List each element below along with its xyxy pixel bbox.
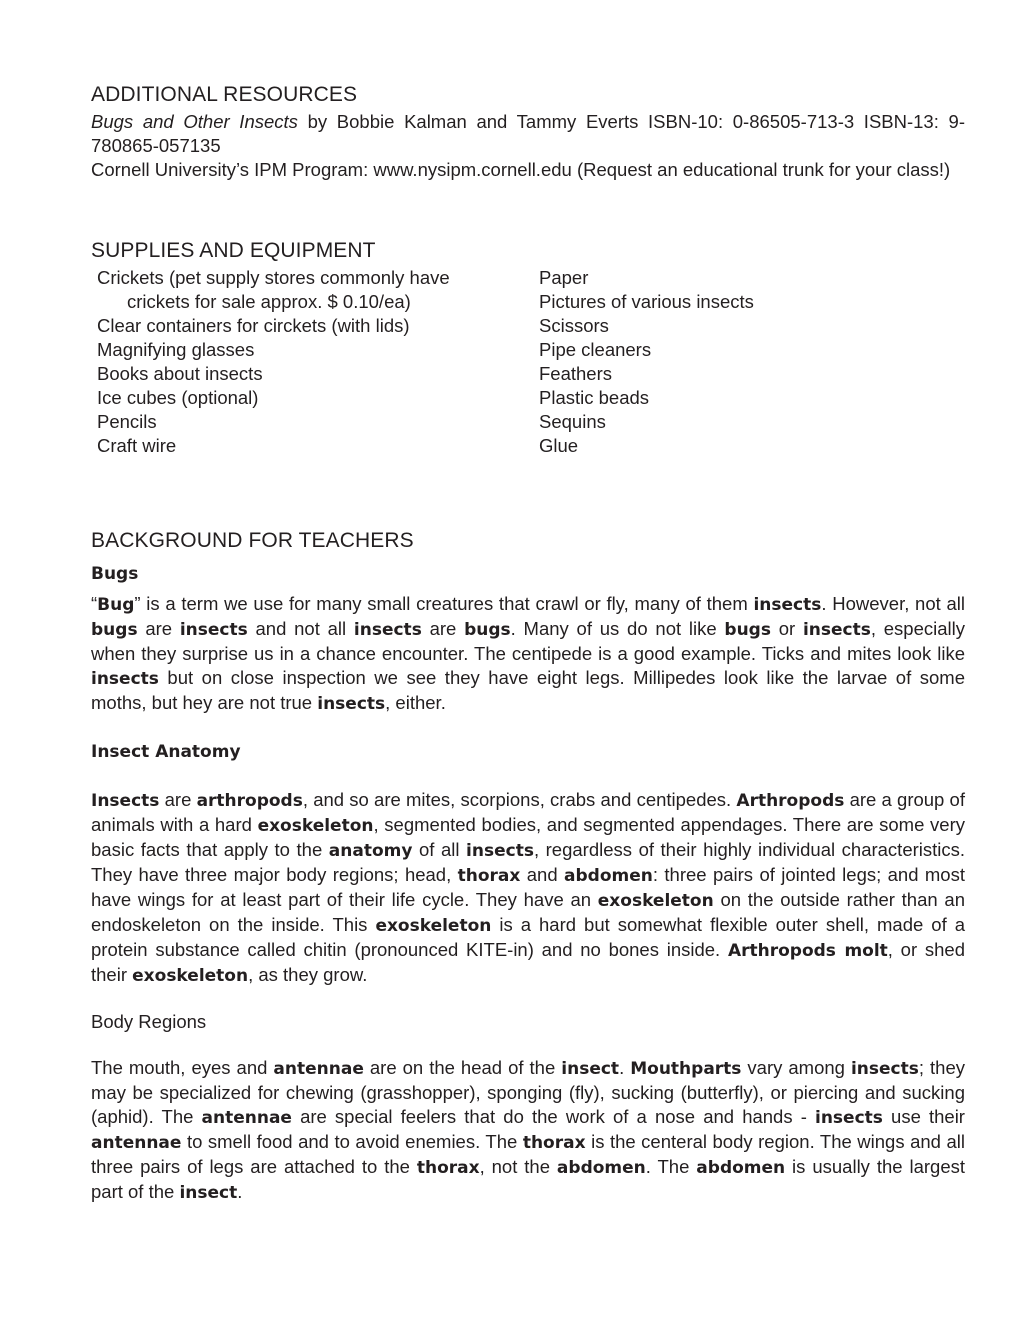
supplies-left-column <box>91 266 539 458</box>
bold-term: insect <box>561 1059 620 1079</box>
background-heading: BACKGROUND FOR TEACHERS <box>91 529 414 552</box>
text-run: and <box>520 864 565 885</box>
supply-item: Pencils <box>97 411 157 432</box>
text-run: , or shed their <box>91 939 965 985</box>
text-run: “ <box>91 593 98 614</box>
bold-term: exoskeleton <box>597 891 714 911</box>
supply-item: Sequins <box>539 411 606 432</box>
text-run: of all <box>412 839 467 860</box>
bold-term: Insects <box>91 791 160 811</box>
supply-item: Crickets (pet supply stores commonly have <box>97 267 450 288</box>
text-run: ; they may be specialized for chewing (grasshopper), sponging (fly), sucking (butterfly), or piercing and sucking (aphid). The <box>91 1057 965 1127</box>
text-run: is the centeral body region. The wings and all three pairs of legs are attached to the <box>91 1131 965 1177</box>
bold-term: thorax <box>457 866 521 886</box>
text-run: , regardless of their highly individual characteristics. They have three major body regions; head, <box>91 839 966 885</box>
bold-term: bugs <box>464 620 511 640</box>
supply-item: crickets for sale approx. $ 0.10/ea) <box>127 291 411 312</box>
text-run: , either. <box>385 692 446 713</box>
text-run: , especially when they surprise us in a chance encounter. The centipede is a good example. Ticks and mites look like <box>91 618 965 664</box>
bold-term: abdomen <box>564 866 653 886</box>
text-run: are <box>137 618 180 639</box>
bold-term: insects <box>815 1108 883 1128</box>
body-regions-paragraph <box>91 1056 965 1205</box>
bold-term: insects <box>179 620 248 640</box>
text-run: are on the head of the <box>363 1057 562 1078</box>
supply-item: Feathers <box>539 363 613 384</box>
text-run: . The <box>645 1156 697 1177</box>
bold-term: thorax <box>416 1158 480 1178</box>
text-run: . <box>619 1057 631 1078</box>
text-run: or <box>770 618 803 639</box>
bold-term: insects <box>317 694 386 714</box>
supplies-list <box>91 266 965 458</box>
bold-term: exoskeleton <box>375 916 492 936</box>
bold-term: abdomen <box>696 1158 786 1178</box>
bold-term: anatomy <box>328 841 413 861</box>
text-run: to smell food and to avoid enemies. The <box>181 1131 523 1152</box>
bold-term: insects <box>466 841 534 861</box>
supplies-heading: SUPPLIES AND EQUIPMENT <box>91 239 376 262</box>
supply-item: Clear containers for circkets (with lids) <box>97 315 410 336</box>
text-run: are special feelers that do the work of a nose and hands - <box>291 1106 815 1127</box>
bold-term: arthropods <box>196 791 303 811</box>
bold-term: insects <box>802 620 871 640</box>
book-details: by Bobbie Kalman and Tammy Everts ISBN-10: 0-86505-713-3 ISBN-13: 9-780865-057135 <box>91 111 965 156</box>
bold-term: Bug <box>97 595 135 615</box>
text-run: is a hard but somewhat flexible outer shell, made of a protein substance called chitin (pronounced KITE-in) and no bones inside. <box>91 914 965 960</box>
book-reference <box>91 110 965 158</box>
text-run: , segmented bodies, and segmented appendages. There are some very basic facts that apply to the <box>91 814 965 860</box>
body-regions-subheading: Body Regions <box>91 1011 207 1032</box>
bold-term: bugs <box>91 620 138 640</box>
anatomy-paragraph <box>91 788 965 988</box>
text-run: The mouth, eyes and <box>91 1057 274 1078</box>
bold-term: bugs <box>724 620 771 640</box>
bold-term: abdomen <box>556 1158 646 1178</box>
bugs-subheading: Bugs <box>91 564 139 584</box>
cornell-reference: Cornell University’s IPM Program: www.nysipm.cornell.edu (Request an educational trunk for your class!) <box>91 159 951 180</box>
bold-term: Mouthparts <box>630 1059 742 1079</box>
text-run: but on close inspection we see they have eight legs. Millipedes look like the larvae of some moths, but hey are not true <box>91 667 965 713</box>
text-run: vary among <box>741 1057 851 1078</box>
bold-term: insects <box>850 1059 919 1079</box>
text-run: use their <box>882 1106 965 1127</box>
supply-item: Craft wire <box>97 435 177 456</box>
insect-anatomy-subheading: Insect Anatomy <box>91 742 241 762</box>
supplies-right-column <box>539 266 754 458</box>
text-run: ” is a term we use for many small creatures that crawl or fly, many of them <box>134 593 754 614</box>
text-run: . <box>237 1181 243 1202</box>
supply-item: Magnifying glasses <box>97 339 255 360</box>
text-run: on the outside rather than an endoskeleton on the inside. This <box>91 889 965 935</box>
supply-item: Paper <box>539 267 589 288</box>
text-run: are <box>421 618 465 639</box>
supply-item: Ice cubes (optional) <box>97 387 259 408</box>
text-run: : three pairs of jointed legs; and most have wings for at least part of their life cycle. They have an <box>91 864 965 910</box>
text-run: , as they grow. <box>248 964 368 985</box>
supply-item: Pipe cleaners <box>539 339 652 360</box>
bold-term: antennae <box>273 1059 364 1079</box>
bold-term: thorax <box>522 1133 586 1153</box>
additional-resources-heading: ADDITIONAL RESOURCES <box>91 83 358 106</box>
supply-item: Books about insects <box>97 363 263 384</box>
bold-term: insects <box>353 620 422 640</box>
bugs-paragraph <box>91 592 965 716</box>
text-run: . Many of us do not like <box>510 618 725 639</box>
bold-term: insects <box>753 595 822 615</box>
supply-item: Pictures of various insects <box>539 291 754 312</box>
book-title: Bugs and Other Insects <box>91 111 298 132</box>
supply-item: Glue <box>539 435 579 456</box>
bold-term: Arthropods molt <box>727 941 888 961</box>
bold-term: insects <box>91 669 159 689</box>
text-run: . However, not all <box>821 593 965 614</box>
text-run: , and so are mites, scorpions, crabs and centipedes. <box>302 789 737 810</box>
text-run: , not the <box>479 1156 557 1177</box>
bold-term: exoskeleton <box>257 816 374 836</box>
bold-term: exoskeleton <box>132 966 249 986</box>
text-run: is usually the largest part of the <box>91 1156 966 1202</box>
supply-item: Plastic beads <box>539 387 650 408</box>
text-run: are <box>159 789 197 810</box>
supply-item: Scissors <box>539 315 609 336</box>
bold-term: Arthropods <box>736 791 845 811</box>
text-run: and not all <box>247 618 354 639</box>
text-run: are a group of animals with a hard <box>91 789 965 835</box>
bold-term: antennae <box>201 1108 292 1128</box>
document-page <box>91 82 965 1205</box>
bold-term: insect <box>179 1183 238 1203</box>
bold-term: antennae <box>91 1133 182 1153</box>
